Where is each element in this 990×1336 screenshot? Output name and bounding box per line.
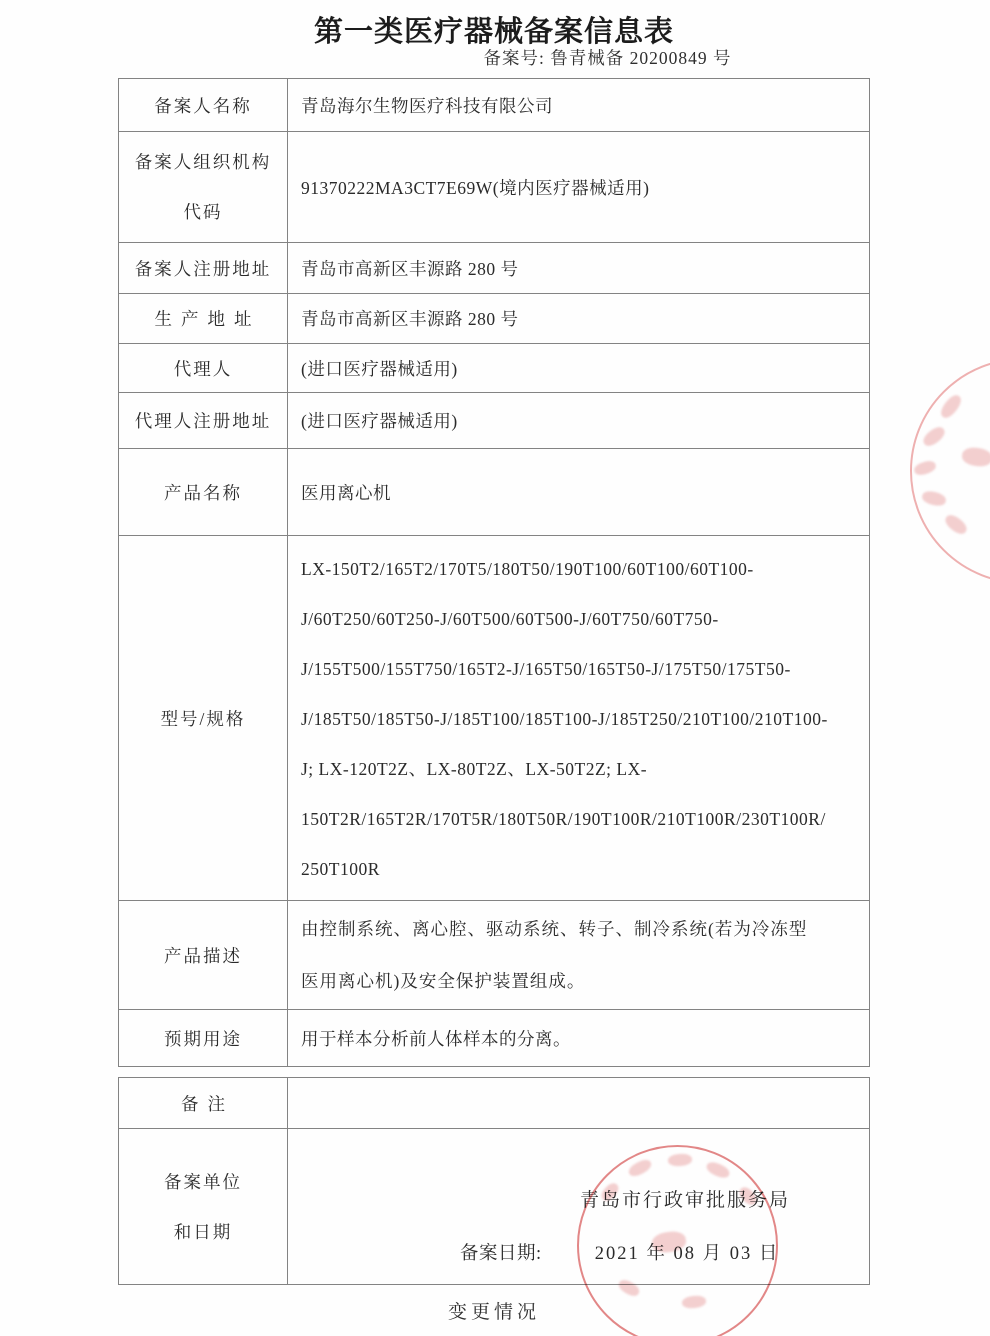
row-label-agent-address: 代理人注册地址 bbox=[119, 393, 288, 449]
row-label-agent: 代理人 bbox=[119, 344, 288, 393]
seal-mark-icon bbox=[913, 459, 938, 477]
filing-authority: 青岛市行政审批服务局 bbox=[580, 1190, 791, 1211]
row-value-remarks bbox=[288, 1078, 870, 1129]
row-value-agent: (进口医疗器械适用) bbox=[288, 344, 870, 393]
table-row bbox=[119, 1129, 870, 1285]
table-row bbox=[119, 344, 870, 393]
filing-date-label: 备案日期: bbox=[460, 1244, 542, 1264]
seal-mark-icon bbox=[938, 392, 964, 420]
filing-footer-table bbox=[118, 1077, 870, 1285]
page-title: 第一类医疗器械备案信息表 bbox=[313, 16, 674, 48]
table-row bbox=[119, 1010, 870, 1067]
row-value-filer-name: 青岛海尔生物医疗科技有限公司 bbox=[288, 79, 870, 132]
row-label-remarks: 备注 bbox=[119, 1078, 288, 1129]
row-value-production-address: 青岛市高新区丰源路 280 号 bbox=[288, 294, 870, 344]
row-label-production-address: 生产地址 bbox=[119, 294, 288, 344]
record-number-value: 鲁青械备 20200849 号 bbox=[550, 48, 732, 68]
row-label-intended-use: 预期用途 bbox=[119, 1010, 288, 1067]
official-seal-right-icon bbox=[910, 358, 990, 584]
table-row bbox=[119, 393, 870, 449]
change-status-caption: 变更情况 bbox=[447, 1302, 540, 1323]
table-row bbox=[119, 901, 870, 1010]
filing-info-table bbox=[118, 78, 870, 1067]
row-value-model-spec: LX-150T2/165T2/170T5/180T50/190T100/60T100/60T100- J/60T250/60T250-J/60T500/60T500-J/60T750/60T750- J/155T500/155T750/165T2-J/165T50/165T50-J/175T50/175T50- J/185T50/185T50-J/185T100/185T100-J/185T250/210T100/210T100- J; LX-120T2Z、LX-80T2Z、LX-50T2Z; LX- 150T2R/165T2R/170T5R/180T50R/190T100R/210T100R/230T100R/ 250T100R bbox=[288, 536, 870, 901]
seal-mark-icon bbox=[943, 512, 970, 537]
record-number-label: 备案号: bbox=[483, 48, 545, 68]
filing-date-value: 2021 年 08 月 03 日 bbox=[594, 1244, 780, 1264]
row-value-product-name: 医用离心机 bbox=[288, 449, 870, 536]
row-value-agent-address: (进口医疗器械适用) bbox=[288, 393, 870, 449]
filing-date-line bbox=[460, 1239, 779, 1265]
seal-mark-icon bbox=[921, 424, 948, 449]
row-label-model-spec: 型号/规格 bbox=[119, 536, 288, 901]
row-value-product-description: 由控制系统、离心腔、驱动系统、转子、制冷系统(若为冷冻型 医用离心机)及安全保护装置组成。 bbox=[288, 901, 870, 1010]
row-label-product-name: 产品名称 bbox=[119, 449, 288, 536]
table-row bbox=[119, 294, 870, 344]
row-label-filing-authority-date: 备案单位 和日期 bbox=[119, 1129, 288, 1285]
row-label-filer-name: 备案人名称 bbox=[119, 79, 288, 132]
row-value-filer-address: 青岛市高新区丰源路 280 号 bbox=[288, 243, 870, 294]
seal-mark-icon bbox=[921, 489, 947, 507]
row-label-product-description: 产品描述 bbox=[119, 901, 288, 1010]
row-value-filing-authority-date bbox=[288, 1129, 870, 1285]
record-number-line bbox=[345, 45, 870, 70]
table-row bbox=[119, 79, 870, 132]
row-label-filer-address: 备案人注册地址 bbox=[119, 243, 288, 294]
table-row bbox=[119, 536, 870, 901]
table-row bbox=[119, 449, 870, 536]
row-value-intended-use: 用于样本分析前人体样本的分离。 bbox=[288, 1010, 870, 1067]
seal-mark-icon bbox=[961, 446, 990, 468]
row-value-org-code: 91370222MA3CT7E69W(境内医疗器械适用) bbox=[288, 132, 870, 243]
table-row bbox=[119, 132, 870, 243]
table-row bbox=[119, 1078, 870, 1129]
table-row bbox=[119, 243, 870, 294]
row-label-org-code: 备案人组织机构 代码 bbox=[119, 132, 288, 243]
